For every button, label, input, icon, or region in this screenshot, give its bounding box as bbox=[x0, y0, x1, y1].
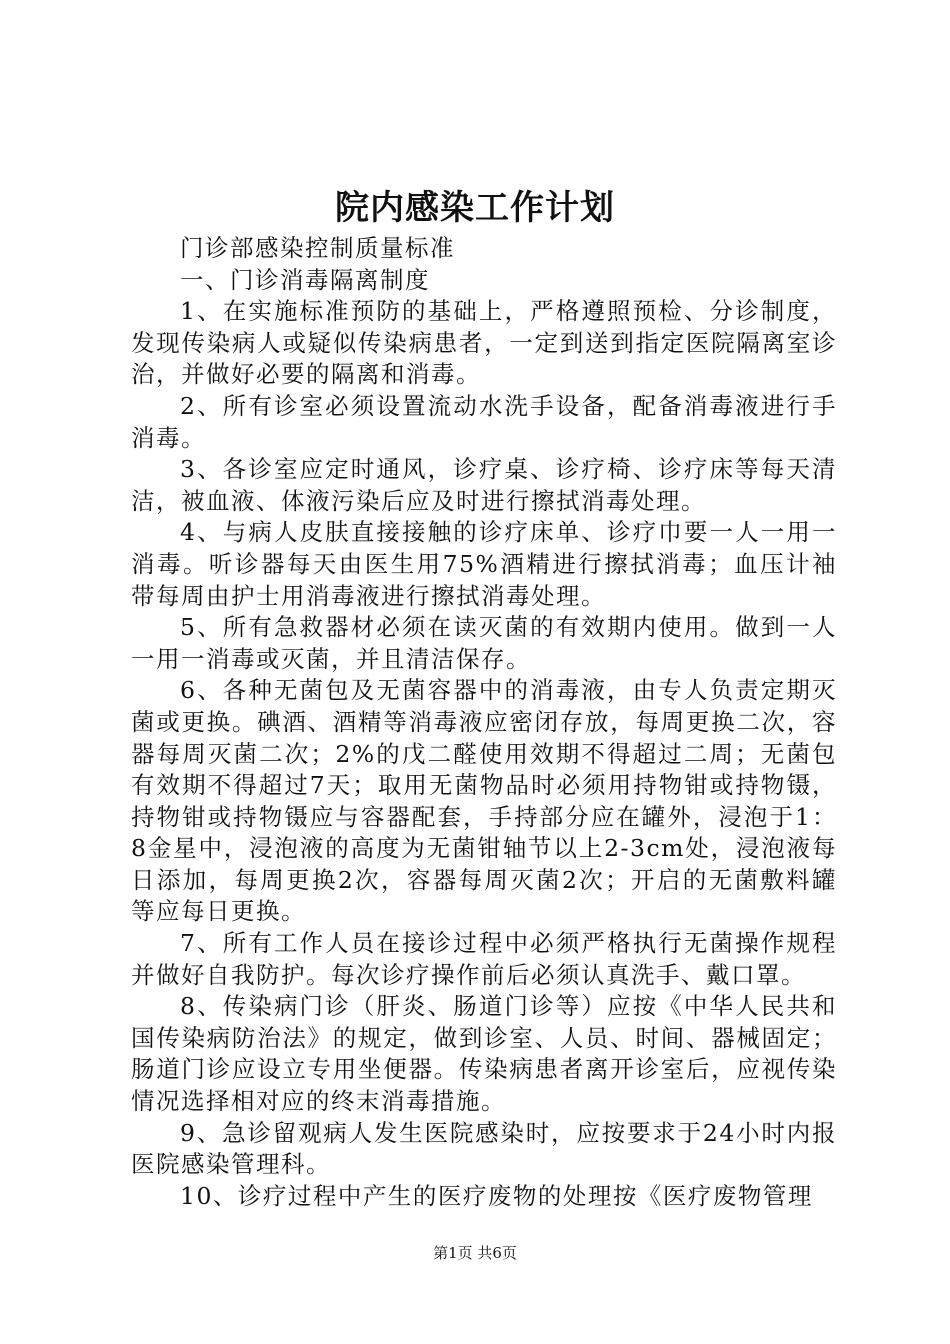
subsection-heading: 一、门诊消毒隔离制度 bbox=[180, 265, 430, 294]
rule-paragraph: 5、所有急救器材必须在读灭菌的有效期内使用。做到一人一用一消毒或灭菌，并且清洁保存。 bbox=[131, 613, 837, 673]
rule-paragraph: 1、在实施标准预防的基础上，严格遵照预检、分诊制度，发现传染病人或疑似传染病患者，一定到送到指定医院隔离室诊治，并做好必要的隔离和消毒。 bbox=[131, 297, 837, 389]
rule-paragraph: 8、传染病门诊（肝炎、肠道门诊等）应按《中华人民共和国传染病防治法》的规定，做到诊室、人员、时间、器械固定；肠道门诊应设立专用坐便器。传染病患者离开诊室后，应视传染情况选择相对应的终末消毒措施。 bbox=[131, 992, 837, 1116]
rule-paragraph: 10、诊疗过程中产生的医疗废物的处理按《医疗废物管理 bbox=[180, 1181, 813, 1210]
rule-paragraph: 7、所有工作人员在接诊过程中必须严格执行无菌操作规程并做好自我防护。每次诊疗操作前后必须认真洗手、戴口罩。 bbox=[131, 929, 837, 989]
page-number: 第1页 共6页 bbox=[433, 1244, 517, 1262]
document-title: 院内感染工作计划 bbox=[335, 188, 615, 228]
rule-paragraph: 9、急诊留观病人发生医院感染时，应按要求于24小时内报医院感染管理科。 bbox=[131, 1118, 837, 1179]
document-body bbox=[131, 233, 837, 1212]
rule-paragraph: 6、各种无菌包及无菌容器中的消毒液，由专人负责定期灭菌或更换。碘酒、酒精等消毒液应密闭存放，每周更换二次，容器每周灭菌二次；2%的戊二醛使用效期不得超过二周；无菌包有效期不得超过7天；取用无菌物品时必须用持物钳或持物镊，持物钳或持物镊应与容器配套，手持部分应在罐外，浸泡于1：8金星中，浸泡液的高度为无菌钳轴节以上2-3cm处，浸泡液每日添加，每周更换2次，容器每周灭菌2次；开启的无菌敷料罐等应每日更换。 bbox=[131, 676, 837, 926]
rule-paragraph: 4、与病人皮肤直接接触的诊疗床单、诊疗巾要一人一用一消毒。听诊器每天由医生用75%酒精进行擦拭消毒；血压计袖带每周由护士用消毒液进行擦拭消毒处理。 bbox=[131, 518, 837, 610]
rule-paragraph: 2、所有诊室必须设置流动水洗手设备，配备消毒液进行手消毒。 bbox=[131, 391, 837, 452]
rule-paragraph: 3、各诊室应定时通风，诊疗桌、诊疗椅、诊疗床等每天清洁，被血液、体液污染后应及时进行擦拭消毒处理。 bbox=[131, 455, 837, 515]
section-heading: 门诊部感染控制质量标准 bbox=[180, 234, 455, 262]
